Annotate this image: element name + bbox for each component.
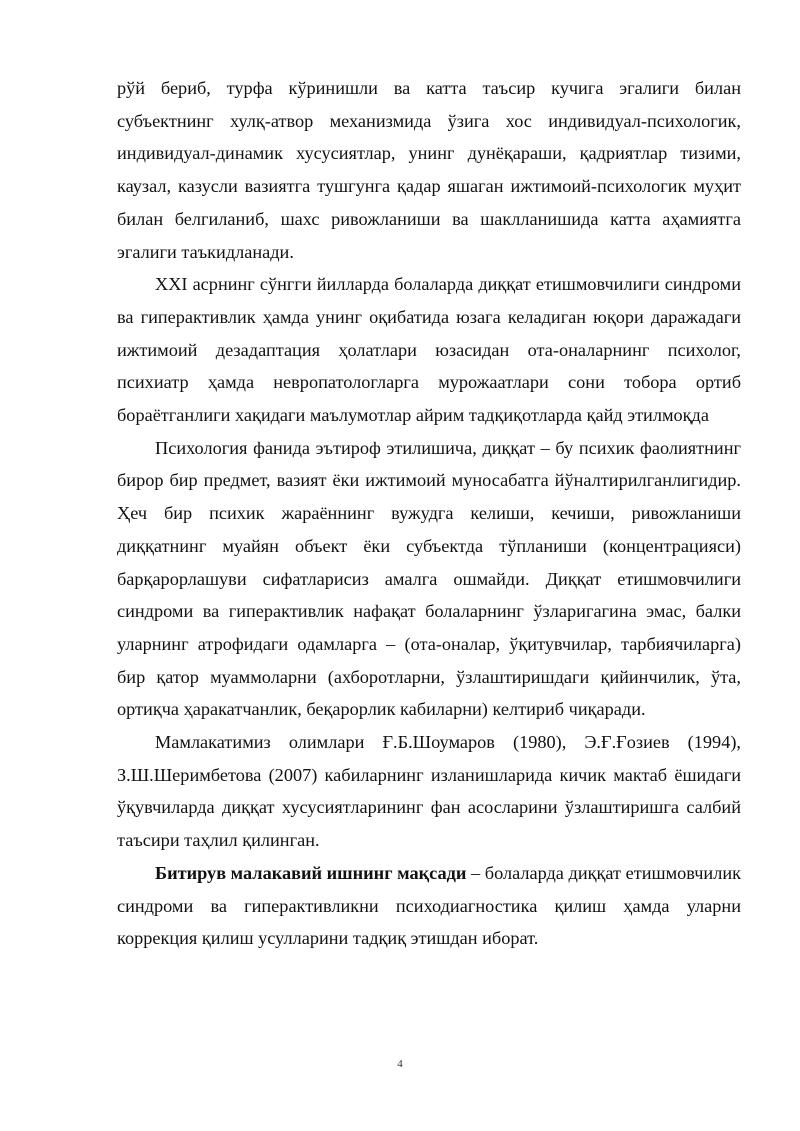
- thesis-goal-text: – болаларда диққат етишмовчилик синдроми ва гиперактивликни психодиагностика қилиш ҳамда уларни коррекция қилиш усулларини тадқиқ этишдан иборат.: [117, 862, 741, 949]
- paragraph-thesis-goal: [117, 857, 741, 955]
- thesis-goal-heading: Битирув малакавий ишнинг мақсади: [155, 862, 467, 883]
- paragraph-continuation: рўй бериб, турфа кўринишли ва катта таъсир кучига эгалиги билан субъектнинг хулқ-атвор механизмида ўзига хос индивидуал-психологик, индивидуал-динамик хусусиятлар, унинг дунёқараши, қадриятлар тизими, каузал, казусли вазиятга тушгунга қадар яшаган ижтимоий-психологик муҳит билан белгиланиб, шахс ривожланиши ва шаклланишида катта аҳамиятга эгалиги таъкидланади.: [117, 78, 741, 262]
- document-page: [117, 72, 741, 955]
- page-number: 4: [397, 1058, 403, 1070]
- paragraph-scholars: Мамлакатимиз олимлари Ғ.Б.Шоумаров (1980), Э.Ғ.Ғозиев (1994), З.Ш.Шеримбетова (2007) кабиларнинг изланишларида кичик мактаб ёшидаги ўқувчиларда диққат хусусиятларининг фан асосларини ўзлаштиришга салбий таъсири таҳлил қилинган.: [117, 732, 741, 851]
- paragraph-psychology-attention: Психология фанида эътироф этилишича, диққат – бу психик фаолиятнинг бирор бир предмет, вазият ёки ижтимоий муносабатга йўналтирилганлигидир. Ҳеч бир психик жараённинг вужудга келиши, кечиши, ривожланиши диққатнинг муайян объект ёки субъектда тўпланиши (концентрацияси) барқарорлашуви сифатларисиз амалга ошмайди. Диққат етишмовчилиги синдроми ва гиперактивлик нафақат болаларнинг ўзларигагина эмас, балки уларнинг атрофидаги одамларга – (ота-оналар, ўқитувчилар, тарбиячиларга) бир қатор муаммоларни (ахборотларни, ўзлаштиришдаги қийинчилик, ўта, ортиқча ҳаракатчанлик, беқарорлик кабиларни) келтириб чиқаради.: [117, 437, 741, 720]
- paragraph-xxi-century: XXI асрнинг сўнгги йилларда болаларда диққат етишмовчилиги синдроми ва гиперактивлик ҳамда унинг оқибатида юзага келадиган юқори даражадаги ижтимоий дезадаптация ҳолатлари юзасидан ота-оналарнинг психолог, психиатр ҳамда невропатологларга мурожаатлари сони тобора ортиб бораётганлиги хақидаги маълумотлар айрим тадқиқотларда қайд этилмоқда: [117, 274, 741, 426]
